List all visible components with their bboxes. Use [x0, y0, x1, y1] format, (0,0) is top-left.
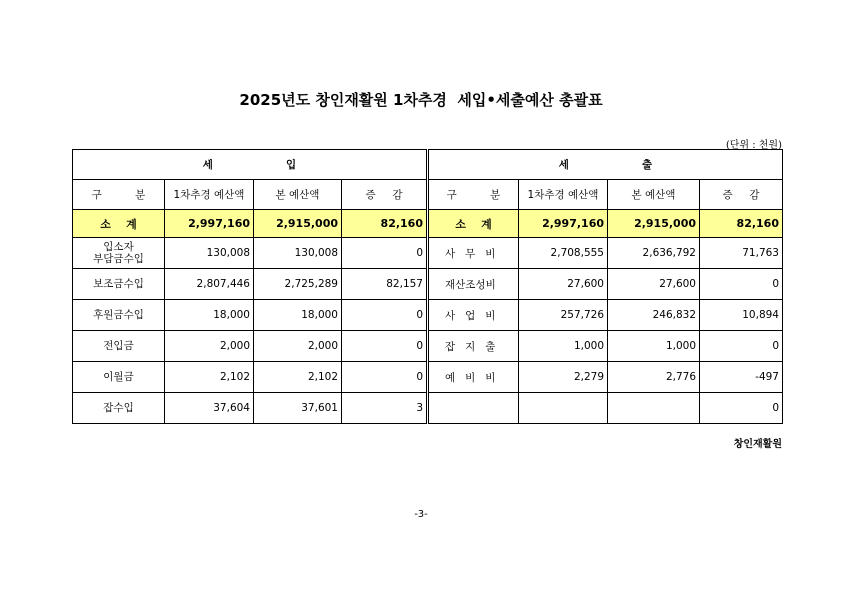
revenue-original: 18,000 — [254, 300, 342, 331]
revenue-category: 후원금수입 — [73, 300, 165, 331]
expense-revised: 257,726 — [519, 300, 608, 331]
expense-subtotal-change: 82,160 — [700, 210, 783, 238]
revenue-subtotal-label: 소 계 — [73, 210, 165, 238]
document-title: 2025년도 창인재활원 1차추경 세입•세출예산 총괄표 — [239, 91, 603, 109]
revenue-revised: 18,000 — [165, 300, 254, 331]
expense-original: 2,776 — [608, 362, 700, 393]
revenue-revised: 2,807,446 — [165, 269, 254, 300]
expense-revised — [519, 393, 608, 424]
revenue-subtotal-revised: 2,997,160 — [165, 210, 254, 238]
col-header-expense-revised: 1차추경 예산액 — [519, 180, 608, 210]
expense-category: 예 비 비 — [428, 362, 519, 393]
table-row — [73, 238, 783, 269]
revenue-original: 130,008 — [254, 238, 342, 269]
col-header-revenue-original: 본 예산액 — [254, 180, 342, 210]
revenue-subtotal-original: 2,915,000 — [254, 210, 342, 238]
revenue-change: 0 — [342, 238, 428, 269]
revenue-original: 2,000 — [254, 331, 342, 362]
expense-original: 27,600 — [608, 269, 700, 300]
revenue-revised: 2,000 — [165, 331, 254, 362]
col-header-expense-original: 본 예산액 — [608, 180, 700, 210]
revenue-subtotal-change: 82,160 — [342, 210, 428, 238]
table-row — [73, 393, 783, 424]
revenue-original: 37,601 — [254, 393, 342, 424]
revenue-category: 전입금 — [73, 331, 165, 362]
col-header-revenue-category: 구 분 — [73, 180, 165, 210]
expense-subtotal-original: 2,915,000 — [608, 210, 700, 238]
expense-revised: 2,708,555 — [519, 238, 608, 269]
table-row — [73, 362, 783, 393]
revenue-change: 0 — [342, 362, 428, 393]
revenue-original: 2,102 — [254, 362, 342, 393]
expense-change: 0 — [700, 393, 783, 424]
table-row — [73, 300, 783, 331]
expense-change: -497 — [700, 362, 783, 393]
revenue-change: 82,157 — [342, 269, 428, 300]
revenue-category: 보조금수입 — [73, 269, 165, 300]
col-header-expense-category: 구 분 — [428, 180, 519, 210]
revenue-category: 입소자 부담금수입 — [73, 238, 165, 269]
budget-summary-table — [72, 149, 783, 424]
expense-header: 세 출 — [428, 150, 783, 180]
expense-revised: 27,600 — [519, 269, 608, 300]
expense-original: 2,636,792 — [608, 238, 700, 269]
page-number: -3- — [414, 509, 428, 520]
expense-category: 사 업 비 — [428, 300, 519, 331]
revenue-header: 세 입 — [73, 150, 428, 180]
revenue-change: 0 — [342, 331, 428, 362]
revenue-change: 3 — [342, 393, 428, 424]
table-row — [73, 269, 783, 300]
organization-name: 창인재활원 — [733, 439, 782, 450]
expense-change: 71,763 — [700, 238, 783, 269]
expense-category: 잡 지 출 — [428, 331, 519, 362]
revenue-revised: 2,102 — [165, 362, 254, 393]
expense-category — [428, 393, 519, 424]
expense-change: 0 — [700, 331, 783, 362]
expense-change: 10,894 — [700, 300, 783, 331]
revenue-revised: 37,604 — [165, 393, 254, 424]
col-header-expense-change: 증 감 — [700, 180, 783, 210]
expense-revised: 2,279 — [519, 362, 608, 393]
expense-change: 0 — [700, 269, 783, 300]
subtotal-row — [73, 210, 783, 238]
revenue-change: 0 — [342, 300, 428, 331]
revenue-original: 2,725,289 — [254, 269, 342, 300]
col-header-revenue-revised: 1차추경 예산액 — [165, 180, 254, 210]
expense-subtotal-label: 소 계 — [428, 210, 519, 238]
expense-subtotal-revised: 2,997,160 — [519, 210, 608, 238]
unit-note: (단위 : 천원) — [725, 140, 782, 151]
expense-category: 사 무 비 — [428, 238, 519, 269]
expense-original: 246,832 — [608, 300, 700, 331]
revenue-category: 잡수입 — [73, 393, 165, 424]
table-row — [73, 331, 783, 362]
revenue-category: 이월금 — [73, 362, 165, 393]
expense-original: 1,000 — [608, 331, 700, 362]
col-header-revenue-change: 증 감 — [342, 180, 428, 210]
expense-revised: 1,000 — [519, 331, 608, 362]
expense-category: 재산조성비 — [428, 269, 519, 300]
expense-original — [608, 393, 700, 424]
revenue-revised: 130,008 — [165, 238, 254, 269]
